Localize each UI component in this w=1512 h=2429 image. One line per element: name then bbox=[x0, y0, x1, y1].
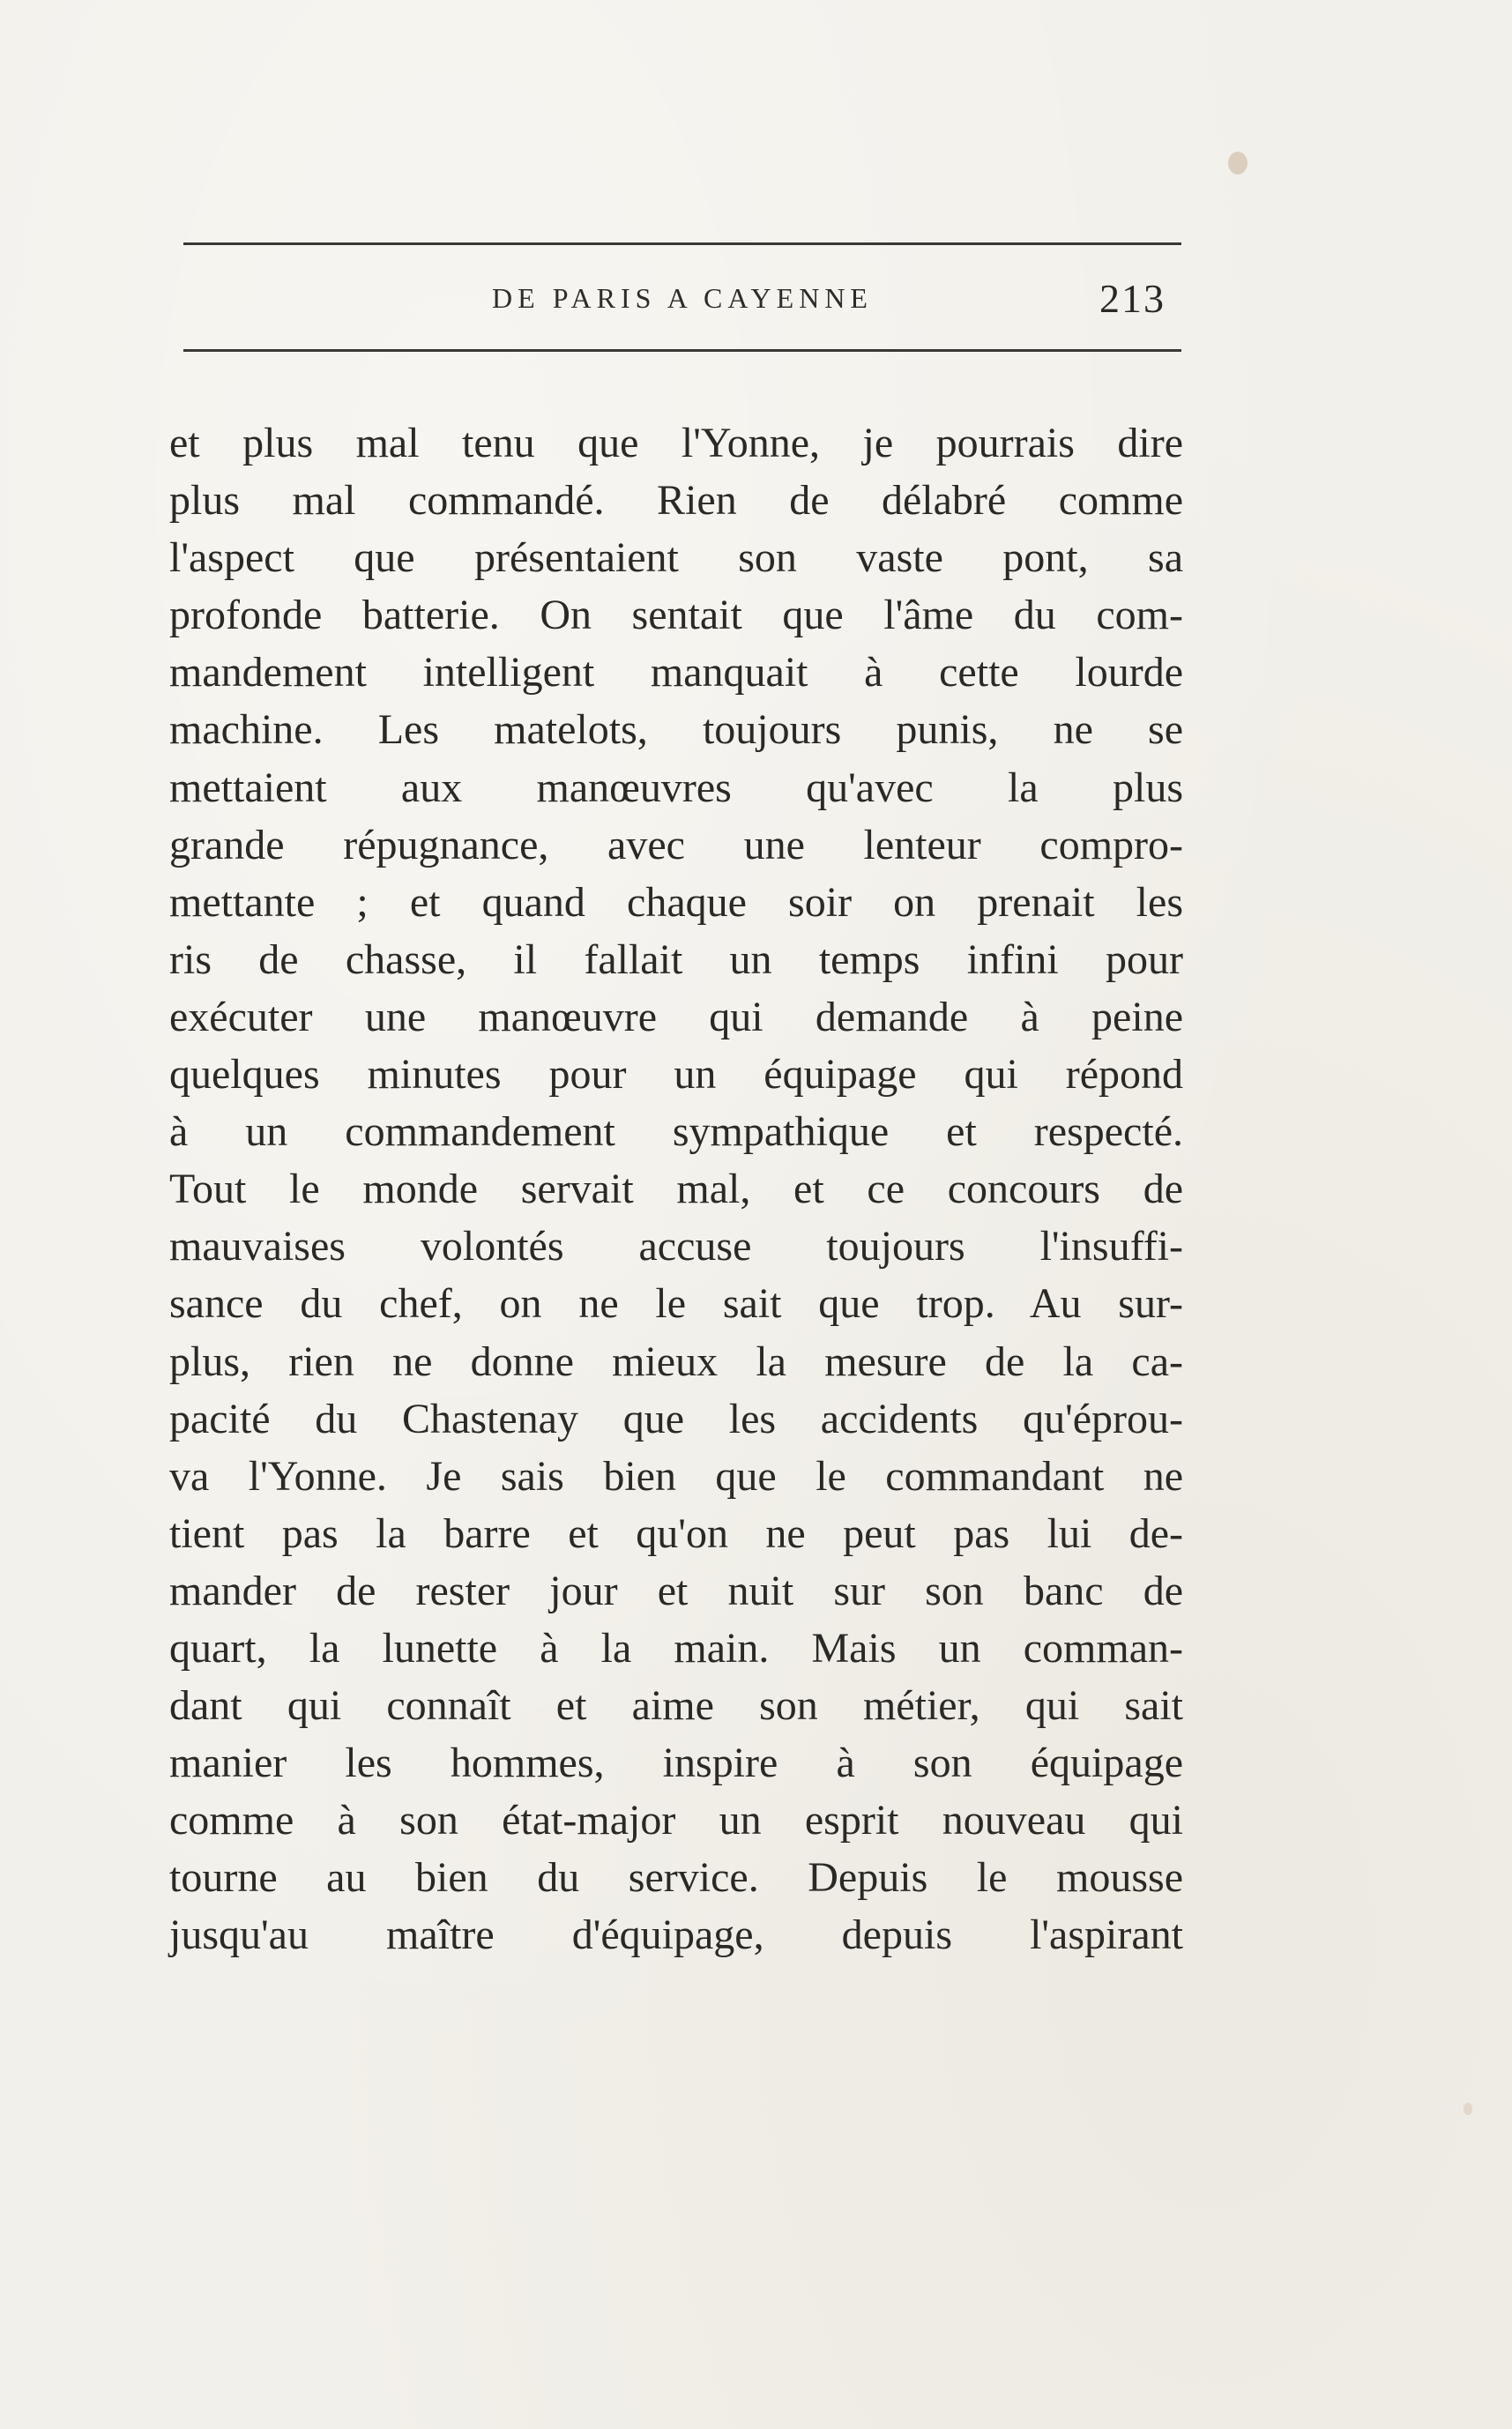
text-line: à un commandement sympathique et respecté. bbox=[169, 1108, 1183, 1156]
text-line: quart, la lunette à la main. Mais un comman- bbox=[169, 1624, 1183, 1672]
text-line: et plus mal tenu que l'Yonne, je pourrais dire bbox=[169, 420, 1183, 466]
text-line: mandement intelligent manquait à cette lourde bbox=[169, 649, 1183, 697]
text-line: profonde batterie. On sentait que l'âme du com- bbox=[169, 592, 1183, 639]
text-line: machine. Les matelots, toujours punis, ne se bbox=[169, 706, 1183, 754]
text-line: plus, rien ne donne mieux la mesure de la ca- bbox=[169, 1337, 1183, 1385]
body-text bbox=[169, 414, 1183, 1964]
text-line: tourne au bien du service. Depuis le mousse bbox=[169, 1854, 1183, 1902]
text-line: l'aspect que présentaient son vaste pont, sa bbox=[169, 534, 1183, 582]
text-line: ris de chasse, il fallait un temps infini pour bbox=[169, 935, 1183, 983]
page-number: 213 bbox=[1099, 276, 1166, 321]
paper-stain bbox=[1228, 152, 1248, 175]
text-line: jusqu'au maître d'équipage, depuis l'aspirant bbox=[169, 1911, 1183, 1959]
text-line: dant qui connaît et aime son métier, qui sait bbox=[169, 1682, 1183, 1730]
text-line: exécuter une manœuvre qui demande à peine bbox=[169, 993, 1183, 1040]
text-line: mettante ; et quand chaque soir on prenait les bbox=[169, 878, 1183, 926]
text-line: pacité du Chastenay que les accidents qu'éprou- bbox=[169, 1395, 1183, 1442]
text-line: sance du chef, on ne le sait que trop. Au sur- bbox=[169, 1280, 1183, 1328]
text-line: mauvaises volontés accuse toujours l'insuffi- bbox=[169, 1223, 1183, 1270]
header-rule-top bbox=[183, 242, 1181, 245]
text-line: mander de rester jour et nuit sur son banc de bbox=[169, 1567, 1183, 1614]
text-line: va l'Yonne. Je sais bien que le commandant ne bbox=[169, 1452, 1183, 1500]
text-line: comme à son état-major un esprit nouveau qui bbox=[169, 1797, 1183, 1844]
text-line: grande répugnance, avec une lenteur compro- bbox=[169, 821, 1183, 868]
running-title: DE PARIS A CAYENNE bbox=[492, 282, 873, 314]
paper-stain bbox=[1464, 2103, 1472, 2115]
text-line: tient pas la barre et qu'on ne peut pas lui de- bbox=[169, 1509, 1183, 1557]
text-line: Tout le monde servait mal, et ce concours de bbox=[169, 1166, 1183, 1213]
header-rule-bottom bbox=[183, 349, 1181, 352]
text-line: mettaient aux manœuvres qu'avec la plus bbox=[169, 764, 1183, 811]
running-head bbox=[183, 275, 1181, 328]
text-line: quelques minutes pour un équipage qui répond bbox=[169, 1051, 1183, 1099]
text-line: manier les hommes, inspire à son équipage bbox=[169, 1740, 1183, 1787]
text-line: plus mal commandé. Rien de délabré comme bbox=[169, 477, 1183, 525]
